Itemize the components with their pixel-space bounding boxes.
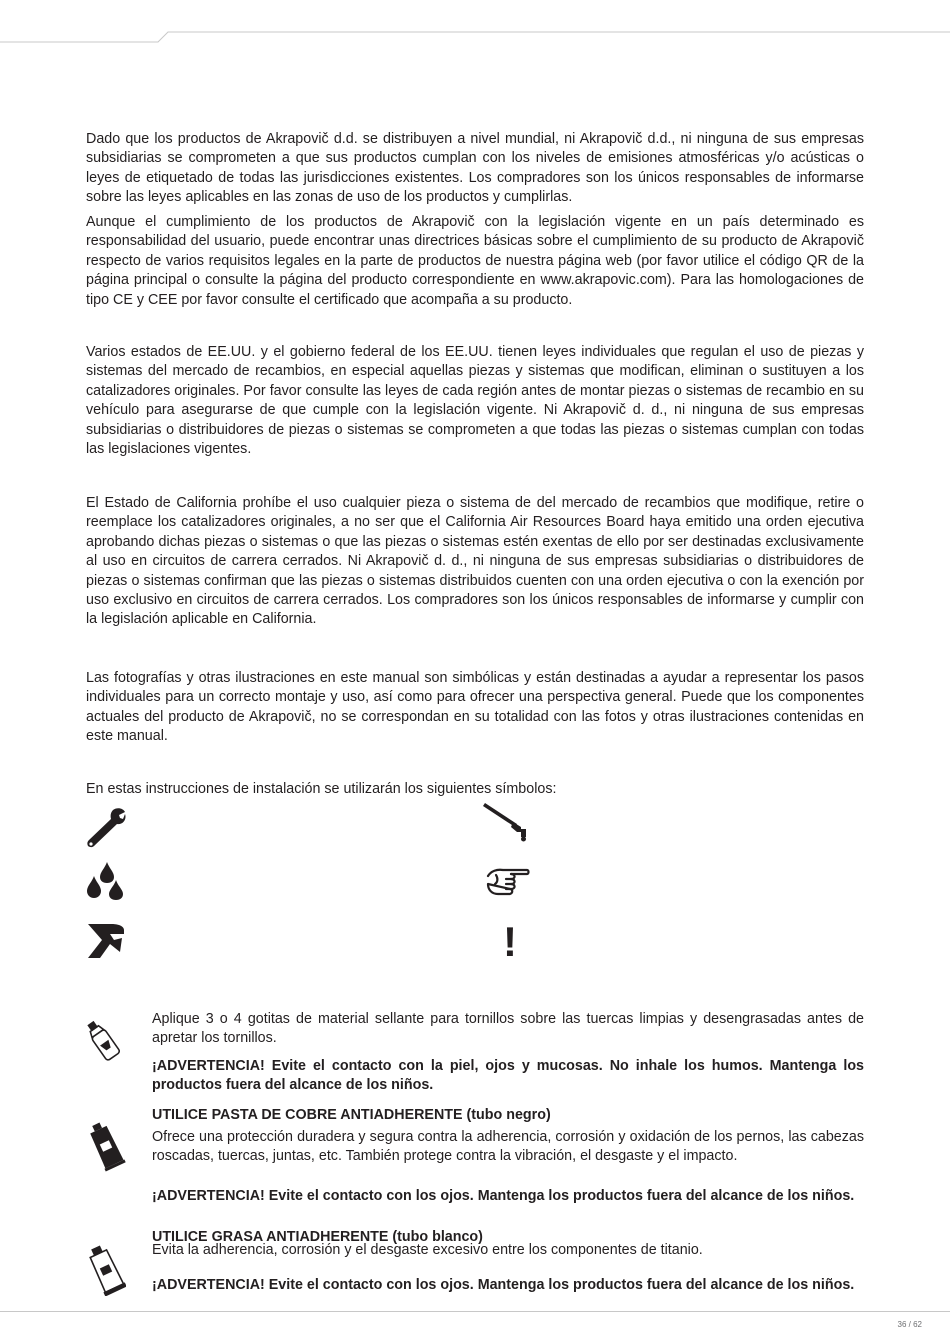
- wrench-icon: [86, 806, 126, 848]
- paragraph-distribution: Dado que los productos de Akrapovič d.d. se distribuyen a nivel mundial, ni Akrapovič d.d., ni ninguna de sus empresas subsidiarias se comprometen a que sus productos cumplan con los niveles de emisiones atmosféricas y/o acústicas o leyes de etiquetado de todas las jurisdicciones existentes. Los compradores son los únicos responsables de informarse sobre las leyes aplicables en las zonas de uso de los productos y cumplirlas.: [86, 131, 864, 206]
- paragraph-us-laws: Varios estados de EE.UU. y el gobierno federal de los EE.UU. tienen leyes individuales que regulan el uso de piezas y sistemas del mercado de recambios, en especial aquellas piezas y sistemas que modifican, eliminan o sustituyen a los catalizadores originales. Por favor consulte las leyes de cada región antes de montar piezas o sistemas de recambio en su vehículo para asegurarse de que cumple con la legislación vigente. Ni Akrapovič d. d., ni ninguna de sus empresas subsidiarias o distribuidores de piezas o sistemas se comprometen a que todas las piezas o sistemas cumplan con todas las legislaciones vigentes.: [86, 344, 864, 458]
- footer-divider: [0, 1311, 950, 1312]
- page-number: 36 / 62: [897, 1320, 922, 1329]
- sealant-text: Aplique 3 o 4 gotitas de material sellante para tornillos sobre las tuercas limpias y desengrasadas antes de apretar los tornillos.: [152, 1011, 864, 1047]
- copper-text: Ofrece una protección duradera y segura contra la adherencia, corrosión y oxidación de los pernos, las cabezas roscadas, tuercas, juntas, etc. También protege contra la vibración, el desgaste y el impacto.: [152, 1129, 864, 1165]
- paragraph-compliance: Aunque el cumplimiento de los productos de Akrapovič con la legislación vigente en un país determinado es responsabilidad del usuario, puede encontrar unas directrices básicas sobre el cumplimiento de su producto de Akrapovič respecto de varios requisitos legales en la parte de productos de nuestra página web (por favor utilice el código QR de la página principal o consulte la página del producto correspondiente en www.akrapovic.com). Para las homologaciones de tipo CE y CEE por favor consulte el certificado que acompaña a su producto.: [86, 214, 864, 308]
- drops-icon: [86, 862, 124, 902]
- hand-pointing-icon: [486, 866, 530, 898]
- grease-warning: ¡ADVERTENCIA! Evite el contacto con los ojos. Mantenga los productos fuera del alcance de los niños.: [152, 1277, 855, 1293]
- paragraph-symbols-intro: En estas instrucciones de instalación se utilizarán los siguientes símbolos:: [86, 781, 557, 797]
- grease-title: UTILICE GRASA ANTIADHERENTE (tubo blanco): [152, 1229, 483, 1245]
- grease-tube-icon: [86, 1244, 126, 1296]
- copper-warning: ¡ADVERTENCIA! Evite el contacto con los ojos. Mantenga los productos fuera del alcance de los niños.: [152, 1188, 855, 1204]
- paragraph-california: El Estado de California prohíbe el uso cualquier pieza o sistema de del mercado de recambios que modifique, retire o reemplace los catalizadores originales, a no ser que el California Air Resources Board haya emitido una orden ejecutiva aprobando dichas piezas o sistemas o que las piezas o sistemas estén exentas de ello por ser destinadas exclusivamente al uso en circuitos de carrera cerrados. Ni Akrapovič d. d., ni ninguna de sus empresas subsidiarias o distribuidores de piezas o sistemas confirman que las piezas o sistemas distribuidos cuenten con una orden ejecutiva o con la exención por uso exclusivo en circuitos de carrera cerrados. Los compradores son los únicos responsables de informarse y cumplir con la legislación aplicable en California.: [86, 495, 864, 628]
- sealant-bottle-icon: [86, 1016, 126, 1064]
- exclamation-icon: !: [503, 918, 517, 965]
- sealant-warning: ¡ADVERTENCIA! Evite el contacto con la piel, ojos y mucosas. No inhale los humos. Mantenga los productos fuera del alcance de los niños.: [152, 1058, 864, 1094]
- copper-title: UTILICE PASTA DE COBRE ANTIADHERENTE (tubo negro): [152, 1107, 551, 1123]
- grease-text: Evita la adherencia, corrosión y el desgaste excesivo entre los componentes de titanio.: [152, 1242, 703, 1258]
- akrapovic-logo-icon: [86, 922, 126, 960]
- torque-wrench-icon: [483, 803, 531, 843]
- copper-paste-tube-icon: [86, 1120, 126, 1172]
- header-divider: [0, 0, 950, 50]
- paragraph-illustrations: Las fotografías y otras ilustraciones en este manual son simbólicas y están destinadas a ayudar a representar los pasos individuales para un correcto montaje y uso, así como para ofrecer una perspectiva general. Puede que los componentes actuales del producto de Akrapovič, no se correspondan en su totalidad con las fotos y otras ilustraciones contenidas en este manual.: [86, 670, 864, 745]
